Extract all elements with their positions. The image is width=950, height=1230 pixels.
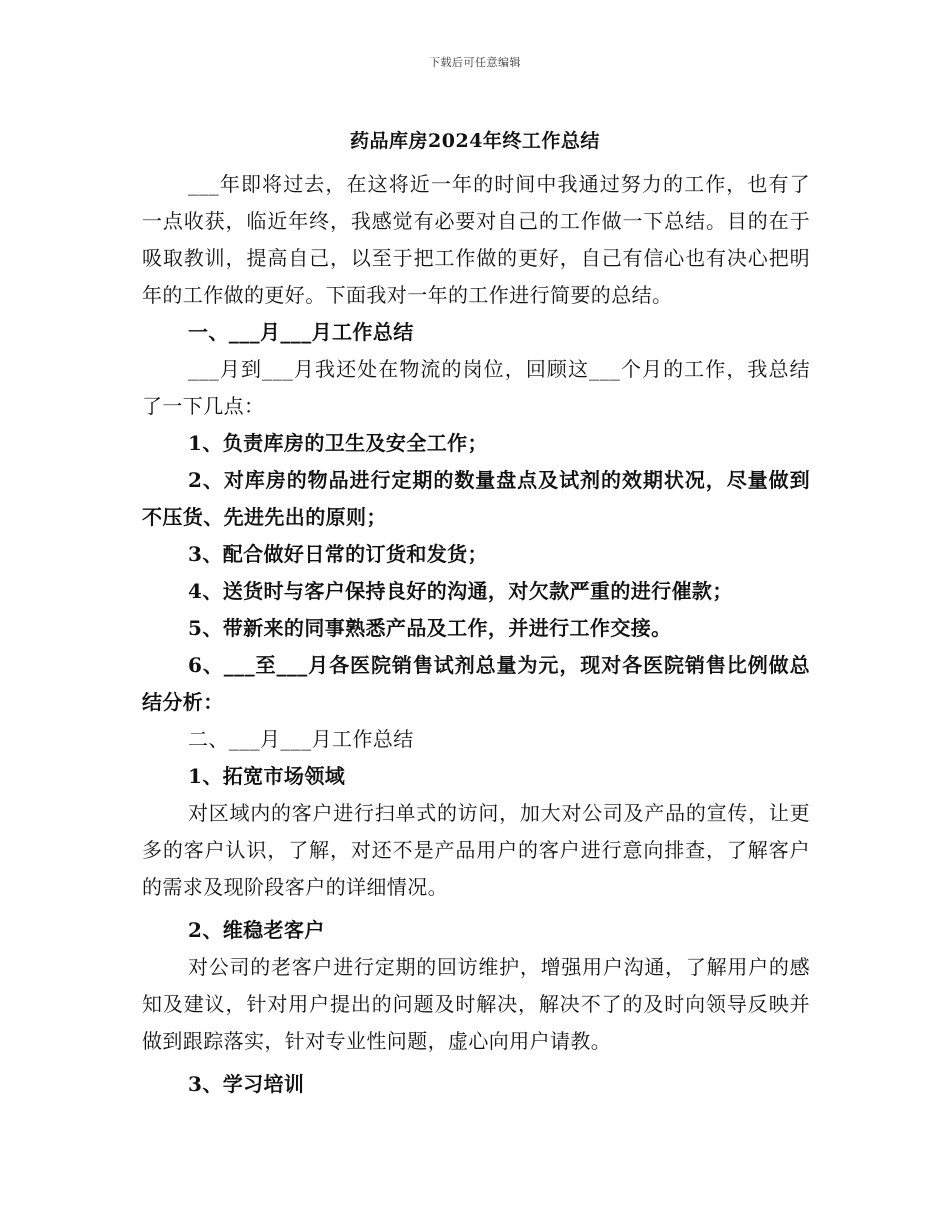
list-item: 5、带新来的同事熟悉产品及工作，并进行工作交接。 [188,616,672,640]
section-heading-2: 二、___月___月工作总结 [188,727,414,751]
list-item: 6、___至___月各医院销售试剂总量为元，现对各医院销售比例做总结分析： [142,653,810,714]
paragraph-intro: ___年即将过去，在这将近一年的时间中我通过努力的工作，也有了一点收获，临近年终，我感觉有必要对自己的工作做一下总结。目的在于吸取教训，提高自己，以至于把工作做的更好，自己有信心也有决心把明年的工作做的更好。下面我对一年的工作进行简要的总结。 [142,172,810,307]
subheading: 2、维稳老客户 [188,918,325,942]
list-item: 4、送货时与客户保持良好的沟通，对欠款严重的进行催款； [188,579,733,603]
list-item: 3、配合做好日常的订货和发货； [188,542,488,566]
paragraph-clients: 对公司的老客户进行定期的回访维护，增强用户沟通，了解用户的感知及建议，针对用户提出的问题及时解决，解决不了的及时向领导反映并做到跟踪落实，针对专业性问题，虚心向用户请教。 [142,955,810,1053]
list-item: 2、对库房的物品进行定期的数量盘点及试剂的效期状况，尽量做到不压货、先进先出的原则； [142,468,810,529]
document-body [142,166,810,1103]
section-heading-1: 一、___月___月工作总结 [188,320,414,344]
header-note: 下载后可任意编辑 [429,56,521,69]
subheading: 1、拓宽市场领域 [188,764,346,788]
document-title: 药品库房2024年终工作总结 [350,130,600,152]
subheading: 3、学习培训 [188,1072,305,1096]
paragraph-market: 对区域内的客户进行扫单式的访问，加大对公司及产品的宣传，让更多的客户认识，了解，对还不是产品用户的客户进行意向排查，了解客户的需求及现阶段客户的详细情况。 [142,801,810,899]
list-item: 1、负责库房的卫生及安全工作； [188,431,488,455]
paragraph-section-1: ___月到___月我还处在物流的岗位，回顾这___个月的工作，我总结了一下几点： [142,357,810,418]
